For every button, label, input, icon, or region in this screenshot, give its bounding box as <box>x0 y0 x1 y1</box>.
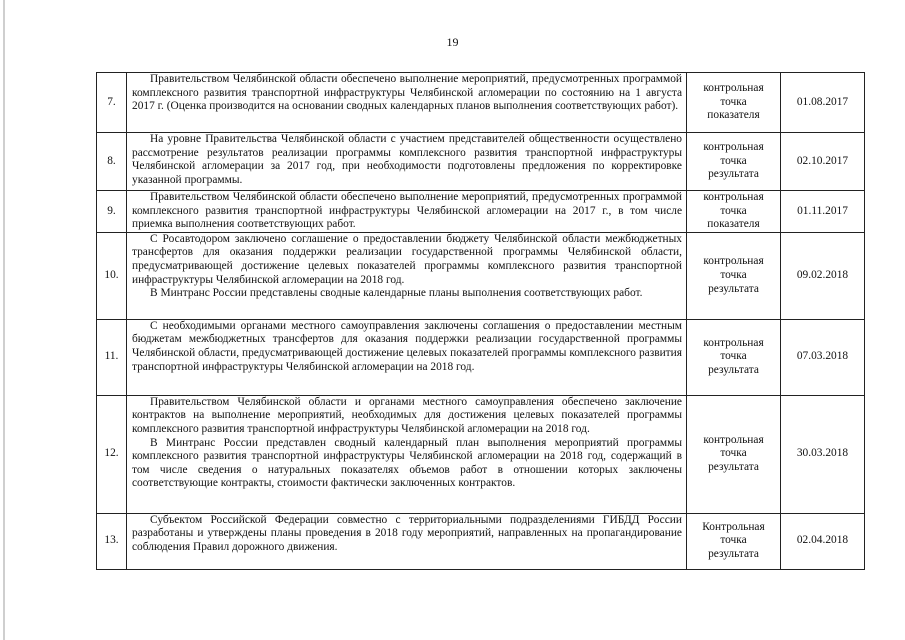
control-point-type <box>687 232 781 319</box>
event-paragraph: Субъектом Российской Федерации совместно с территориальными подразделениями ГИБДД России разработаны и утверждены планы проведения в 2018 году мероприятий, направленных на пропагандирование соблюдения Правил дорожного движения. <box>132 513 682 553</box>
event-paragraph: Правительством Челябинской области обеспечено выполнение мероприятий, предусмотренных программой комплексного развития транспортной инфраструктуры Челябинской агломерации по состоянию на 1 августа 2017 г. (Оценка производится на основании сводных календарных планов выполнения соответствующих работ). <box>132 73 682 113</box>
control-point-type <box>687 319 781 395</box>
row-number: 13. <box>97 513 127 569</box>
control-point-type <box>687 73 781 133</box>
table-row <box>97 319 865 395</box>
table-row <box>97 133 865 191</box>
control-point-type-line: результата <box>708 364 759 377</box>
event-description <box>127 73 687 133</box>
control-point-type-line: контрольная <box>703 255 764 268</box>
deadline-date: 02.10.2017 <box>781 133 865 191</box>
event-paragraph: С необходимыми органами местного самоуправления заключены соглашения о предоставлении местным бюджетам межбюджетных трансфертов для оказания поддержки реализации государственной программы Челябинской области, предусматривающей достижение целевых показателей программы комплексного развития транспортной инфраструктуры Челябинской агломерации на 2018 год. <box>132 319 682 373</box>
event-paragraph: С Росавтодором заключено соглашение о предоставлении бюджету Челябинской области межбюджетных трансфертов для оказания поддержки реализации государственной программы Челябинской области, предусматривающей достижение целевых показателей программы комплексного развития транспортной инфраструктуры Челябинской агломерации на 2018 год. <box>132 232 682 286</box>
control-point-type-line: Контрольная <box>702 520 765 533</box>
deadline-date: 09.02.2018 <box>781 232 865 319</box>
deadline-date: 07.03.2018 <box>781 319 865 395</box>
table-row <box>97 395 865 513</box>
control-point-type-line: результата <box>708 548 759 561</box>
event-description <box>127 191 687 233</box>
event-paragraph: Правительством Челябинской области обеспечено выполнение мероприятий, предусмотренных программой комплексного развития транспортной инфраструктуры Челябинской агломерации на 2017 г., в том числе приемка выполнения соответствующих работ. <box>132 191 682 231</box>
event-description <box>127 232 687 319</box>
control-point-type-line: показателя <box>707 218 760 231</box>
control-point-type <box>687 395 781 513</box>
control-point-type <box>687 513 781 569</box>
event-paragraph: В Минтранс России представлены сводные календарные планы выполнения соответствующих работ. <box>150 287 643 300</box>
event-description <box>127 319 687 395</box>
control-point-type-line: точка <box>720 154 747 167</box>
control-point-type-line: точка <box>720 204 747 217</box>
table-row <box>97 232 865 319</box>
row-number: 9. <box>97 191 127 233</box>
control-point-type-line: точка <box>720 447 747 460</box>
control-point-type <box>687 133 781 191</box>
table-row <box>97 73 865 133</box>
page-edge-line <box>3 0 5 640</box>
control-point-type-line: точка <box>720 534 747 547</box>
table-body <box>97 73 865 570</box>
row-number: 10. <box>97 232 127 319</box>
control-point-type-line: контрольная <box>703 191 764 203</box>
control-point-type-line: результата <box>708 461 759 474</box>
event-paragraph: В Минтранс России представлен сводный календарный план выполнения мероприятий программы комплексного развития транспортной инфраструктуры Челябинской агломерации на 2018 год, содержащий в том числе сведения о натуральных показателях объемов работ в отношении которых заключены соответствующие контракты, стоимости фактически заключенных контрактов. <box>132 436 682 490</box>
event-description <box>127 513 687 569</box>
deadline-date: 01.11.2017 <box>781 191 865 233</box>
control-point-type-line: точка <box>720 95 747 108</box>
control-point-type <box>687 191 781 233</box>
control-point-type-line: результата <box>708 282 759 295</box>
row-number: 7. <box>97 73 127 133</box>
deadline-date: 30.03.2018 <box>781 395 865 513</box>
event-description <box>127 395 687 513</box>
table-row <box>97 513 865 569</box>
deadline-date: 01.08.2017 <box>781 73 865 133</box>
event-description <box>127 133 687 191</box>
event-paragraph: Правительством Челябинской области и органами местного самоуправления обеспечено заключение контрактов на выполнение мероприятий, необходимых для достижения целевых показателей программы комплексного развития транспортной инфраструктуры Челябинской агломерации на 2018 год. <box>132 395 682 435</box>
event-paragraph: На уровне Правительства Челябинской области с участием представителей общественности осуществлено рассмотрение результатов реализации программы комплексного развития транспортной инфраструктуры Челябинской агломерации за 2017 год, при необходимости подготовлены предложения по корректировке указанной программы. <box>132 133 682 186</box>
control-points-table <box>96 72 865 570</box>
control-point-type-line: контрольная <box>703 336 764 349</box>
control-point-type-line: контрольная <box>703 82 764 95</box>
control-point-type-line: точка <box>720 268 747 281</box>
deadline-date: 02.04.2018 <box>781 513 865 569</box>
control-point-type-line: контрольная <box>703 433 764 446</box>
control-point-type-line: контрольная <box>703 141 764 154</box>
control-point-type-line: результата <box>708 168 759 181</box>
control-point-type-line: показателя <box>707 109 760 122</box>
row-number: 11. <box>97 319 127 395</box>
control-point-type-line: точка <box>720 350 747 363</box>
row-number: 8. <box>97 133 127 191</box>
row-number: 12. <box>97 395 127 513</box>
table-row <box>97 191 865 233</box>
page-number: 19 <box>446 35 459 49</box>
